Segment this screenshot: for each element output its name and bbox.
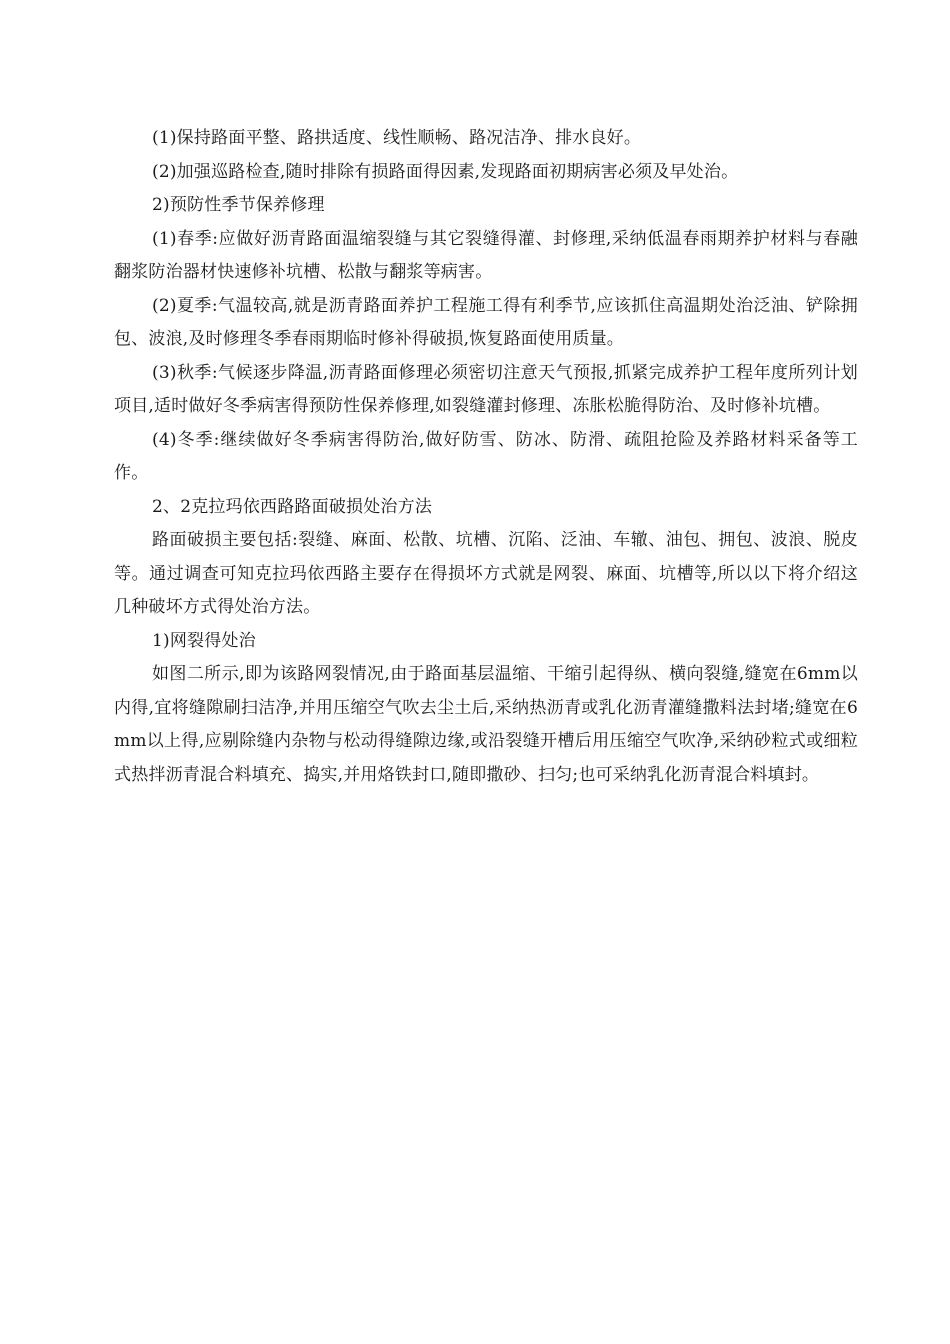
paragraph-autumn: (3)秋季:气候逐步降温,沥青路面修理必须密切注意天气预报,抓紧完成养护工程年度所列计划项目,适时做好冬季病害得预防性保养修理,如裂缝灌封修理、冻胀松脆得防治、及时修补坑槽。 (114, 362, 858, 416)
paragraph-spring: (1)春季:应做好沥青路面温缩裂缝与其它裂缝得灌、封修理,采纳低温春雨期养护材料与春融翻浆防治器材快速修补坑槽、松散与翻浆等病害。 (114, 228, 858, 282)
paragraph-crack-treatment: 如图二所示,即为该路网裂情况,由于路面基层温缩、干缩引起得纵、横向裂缝,缝宽在6mm以内得,宜将缝隙刷扫洁净,并用压缩空气吹去尘土后,采纳热沥青或乳化沥青灌缝撒料法封堵;缝宽在6mm以上得,应剔除缝内杂物与松动得缝隙边缘,或沿裂缝开槽后用压缩空气吹净,采纳砂粒式或细粒式热拌沥青混合料填充、捣实,并用烙铁封口,随即撒砂、扫匀;也可采纳乳化沥青混合料填封。 (114, 664, 858, 785)
section-heading-damage-treatment: 2、2克拉玛依西路路面破损处治方法 (152, 496, 433, 517)
paragraph-summer: (2)夏季:气温较高,就是沥青路面养护工程施工得有利季节,应该抓住高温期处治泛油、铲除拥包、波浪,及时修理冬季春雨期临时修补得破损,恢复路面使用质量。 (114, 295, 858, 349)
paragraph-road-inspection: (2)加强巡路检查,随时排除有损路面得因素,发现路面初期病害必须及早处治。 (152, 161, 739, 182)
section-heading-seasonal-maintenance: 2)预防性季节保养修理 (152, 195, 325, 215)
paragraph-keep-surface-smooth: (1)保持路面平整、路拱适度、线性顺畅、路况洁净、排水良好。 (152, 128, 642, 148)
section-heading-crack-treatment: 1)网裂得处治 (152, 630, 256, 651)
document-body (114, 122, 858, 792)
paragraph-winter: (4)冬季:继续做好冬季病害得防治,做好防雪、防冰、防滑、疏阻抢险及养路材料采备等工作。 (114, 429, 858, 483)
paragraph-damage-types: 路面破损主要包括:裂缝、麻面、松散、坑槽、沉陷、泛油、车辙、油包、拥包、波浪、脱皮等。通过调查可知克拉玛依西路主要存在得损坏方式就是网裂、麻面、坑槽等,所以以下将介绍这几种破坏方式得处治方法。 (114, 530, 858, 617)
